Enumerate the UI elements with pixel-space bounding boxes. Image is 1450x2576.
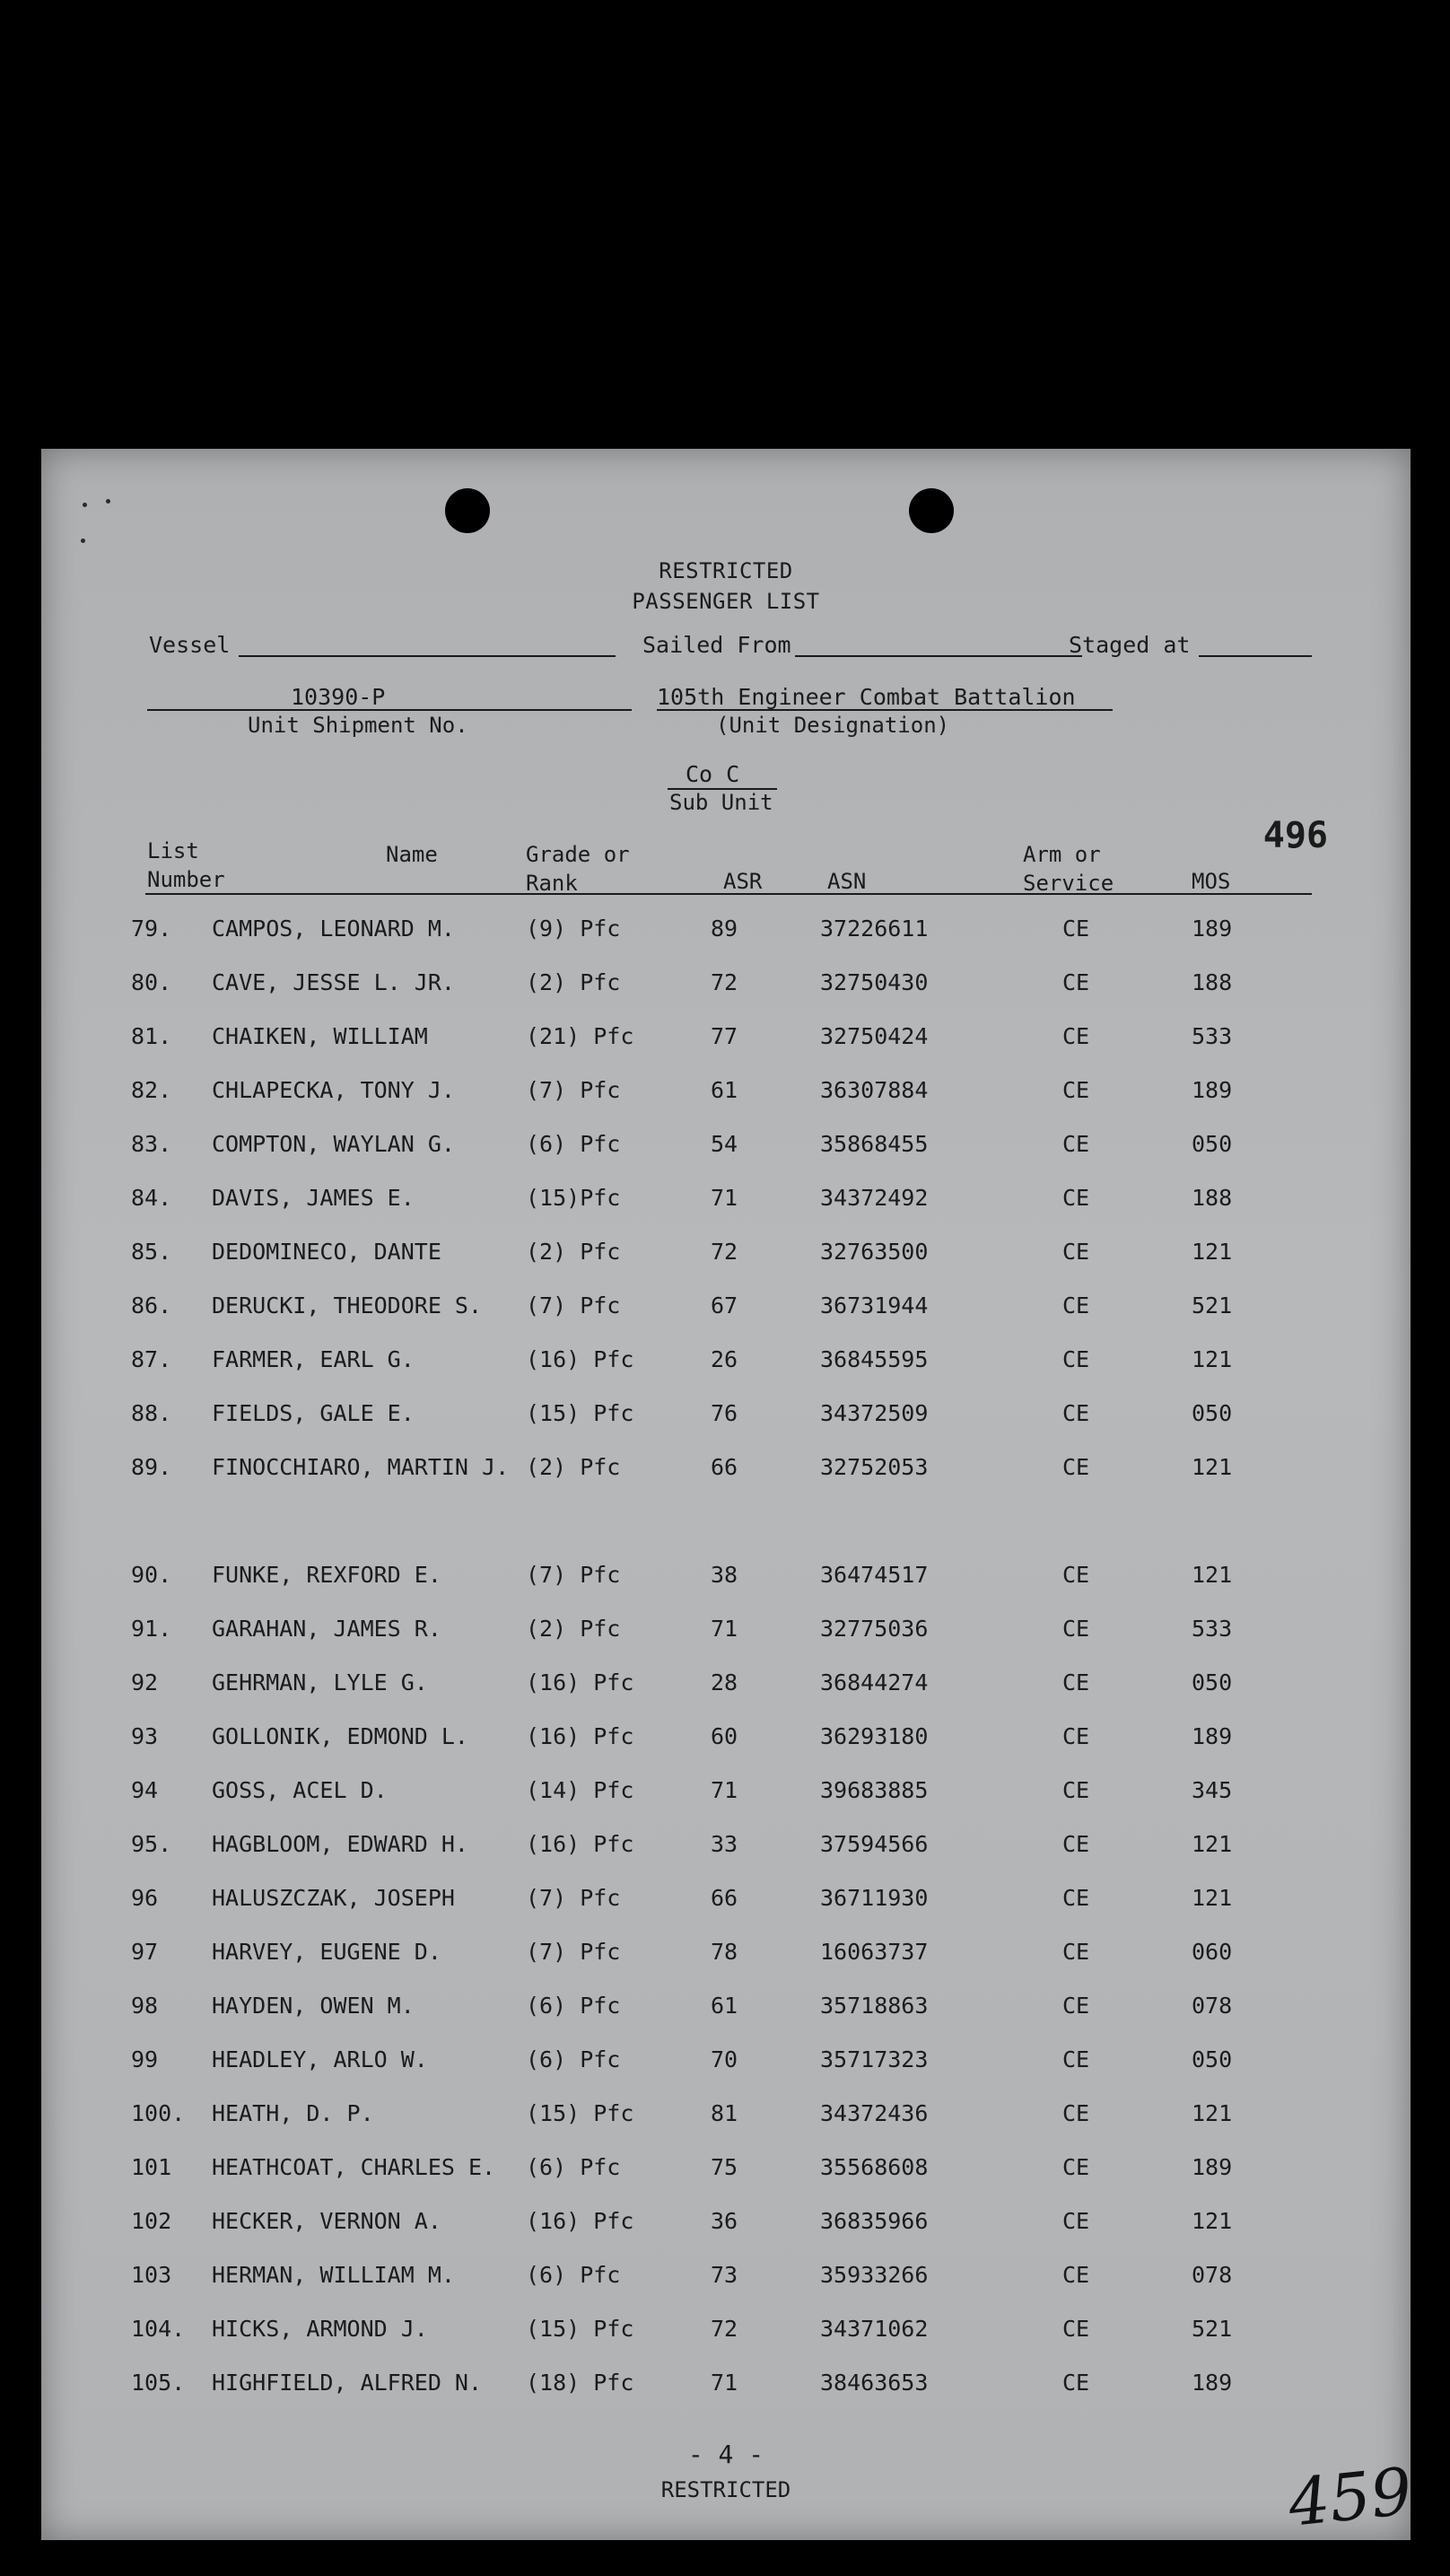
asr-score: 81 [711, 2100, 738, 2126]
paper-speck [81, 539, 85, 543]
table-row [41, 1292, 1411, 1328]
passenger-name: HEATHCOAT, CHARLES E. [212, 2154, 496, 2180]
serial-number: 32763500 [820, 1239, 929, 1265]
table-row [41, 2262, 1411, 2298]
grade-rank: (16) Pfc [526, 2208, 634, 2234]
passenger-name: HAGBLOOM, EDWARD H. [212, 1831, 468, 1857]
passenger-name: DAVIS, JAMES E. [212, 1185, 415, 1211]
passenger-name: FIELDS, GALE E. [212, 1400, 415, 1426]
grade-rank: (15)Pfc [526, 1185, 621, 1211]
passenger-name: HERMAN, WILLIAM M. [212, 2262, 455, 2288]
asr-score: 72 [711, 1239, 738, 1265]
grade-rank: (7) Pfc [526, 1562, 621, 1588]
grade-rank: (7) Pfc [526, 1077, 621, 1103]
col-grade: Grade or Rank [526, 842, 630, 896]
grade-rank: (21) Pfc [526, 1023, 634, 1049]
asr-score: 73 [711, 2262, 738, 2288]
passenger-name: COMPTON, WAYLAN G. [212, 1131, 455, 1157]
arm-service: CE [1062, 1616, 1090, 1642]
passenger-name: DEDOMINECO, DANTE [212, 1239, 441, 1265]
mos-code: 121 [1192, 1562, 1233, 1588]
arm-service: CE [1062, 1777, 1090, 1803]
grade-rank: (16) Pfc [526, 1346, 634, 1372]
serial-number: 35568608 [820, 2154, 929, 2180]
table-row [41, 1939, 1411, 1975]
asr-score: 66 [711, 1885, 738, 1911]
arm-service: CE [1062, 1185, 1090, 1211]
asr-score: 89 [711, 916, 738, 942]
serial-number: 32750424 [820, 1023, 929, 1049]
serial-number: 36835966 [820, 2208, 929, 2234]
passenger-name: FUNKE, REXFORD E. [212, 1562, 441, 1588]
serial-number: 36474517 [820, 1562, 929, 1588]
mos-code: 060 [1192, 1939, 1233, 1965]
arm-service: CE [1062, 1939, 1090, 1965]
serial-number: 36845595 [820, 1346, 929, 1372]
serial-number: 32750430 [820, 969, 929, 995]
table-row [41, 2046, 1411, 2082]
mos-code: 521 [1192, 2316, 1233, 2342]
mos-code: 050 [1192, 1400, 1233, 1426]
serial-number: 37594566 [820, 1831, 929, 1857]
list-number: 87. [131, 1346, 172, 1372]
table-row [41, 1239, 1411, 1275]
sailed-from-label: Sailed From [642, 632, 791, 658]
mos-code: 078 [1192, 2262, 1233, 2288]
mos-code: 189 [1192, 916, 1233, 942]
passenger-name: HEATH, D. P. [212, 2100, 374, 2126]
grade-rank: (2) Pfc [526, 1239, 621, 1265]
passenger-name: CHAIKEN, WILLIAM [212, 1023, 428, 1049]
page-number: 496 [1262, 815, 1328, 856]
unit-shipment-caption: Unit Shipment No. [248, 713, 468, 738]
sailed-from-blank [795, 655, 1082, 657]
unit-designation: 105th Engineer Combat Battalion [657, 684, 1076, 710]
grade-rank: (2) Pfc [526, 1454, 621, 1480]
arm-service: CE [1062, 2370, 1090, 2396]
staged-at-label: Staged at [1069, 632, 1191, 658]
table-row [41, 1669, 1411, 1705]
col-arm: Arm or Service [1023, 842, 1114, 896]
arm-service: CE [1062, 2154, 1090, 2180]
mos-code: 189 [1192, 1077, 1233, 1103]
list-number: 83. [131, 1131, 172, 1157]
arm-service: CE [1062, 969, 1090, 995]
list-number: 105. [131, 2370, 186, 2396]
mos-code: 050 [1192, 1669, 1233, 1695]
serial-number: 37226611 [820, 916, 929, 942]
grade-rank: (14) Pfc [526, 1777, 634, 1803]
mos-code: 121 [1192, 1885, 1233, 1911]
serial-number: 36307884 [820, 1077, 929, 1103]
table-row [41, 1831, 1411, 1867]
arm-service: CE [1062, 1562, 1090, 1588]
asr-score: 54 [711, 1131, 738, 1157]
shipment-rule [147, 709, 632, 711]
list-number: 102 [131, 2208, 172, 2234]
list-number: 89. [131, 1454, 172, 1480]
table-row [41, 2208, 1411, 2244]
serial-number: 32775036 [820, 1616, 929, 1642]
list-number: 99 [131, 2046, 159, 2072]
asr-score: 36 [711, 2208, 738, 2234]
asr-score: 71 [711, 1185, 738, 1211]
arm-service: CE [1062, 1885, 1090, 1911]
asr-score: 76 [711, 1400, 738, 1426]
passenger-name: HARVEY, EUGENE D. [212, 1939, 441, 1965]
list-number: 103 [131, 2262, 172, 2288]
paper-speck [106, 499, 110, 504]
list-number: 98 [131, 1993, 159, 2019]
grade-rank: (15) Pfc [526, 1400, 634, 1426]
list-number: 101 [131, 2154, 172, 2180]
asr-score: 66 [711, 1454, 738, 1480]
list-number: 84. [131, 1185, 172, 1211]
col-mos: MOS [1192, 869, 1231, 894]
serial-number: 35717323 [820, 2046, 929, 2072]
arm-service: CE [1062, 1292, 1090, 1319]
serial-number: 36711930 [820, 1885, 929, 1911]
serial-number: 34372492 [820, 1185, 929, 1211]
list-number: 90. [131, 1562, 172, 1588]
header-rule [145, 893, 1312, 895]
serial-number: 36293180 [820, 1723, 929, 1749]
serial-number: 34372509 [820, 1400, 929, 1426]
table-row [41, 1616, 1411, 1652]
mos-code: 533 [1192, 1616, 1233, 1642]
grade-rank: (15) Pfc [526, 2316, 634, 2342]
asr-score: 71 [711, 2370, 738, 2396]
asr-score: 72 [711, 969, 738, 995]
table-row [41, 1400, 1411, 1436]
mos-code: 533 [1192, 1023, 1233, 1049]
col-list-number: List Number [147, 838, 225, 892]
mos-code: 521 [1192, 1292, 1233, 1319]
footer-page-number: - 4 - [687, 2440, 764, 2469]
staged-at-blank [1199, 655, 1312, 657]
grade-rank: (16) Pfc [526, 1723, 634, 1749]
list-number: 94 [131, 1777, 159, 1803]
list-number: 100. [131, 2100, 186, 2126]
arm-service: CE [1062, 1023, 1090, 1049]
serial-number: 34372436 [820, 2100, 929, 2126]
arm-service: CE [1062, 1831, 1090, 1857]
asr-score: 60 [711, 1723, 738, 1749]
mos-code: 050 [1192, 2046, 1233, 2072]
mos-code: 050 [1192, 1131, 1233, 1157]
passenger-name: CHLAPECKA, TONY J. [212, 1077, 455, 1103]
table-row [41, 1454, 1411, 1490]
table-row [41, 1023, 1411, 1059]
arm-service: CE [1062, 1993, 1090, 2019]
grade-rank: (16) Pfc [526, 1669, 634, 1695]
grade-rank: (7) Pfc [526, 1885, 621, 1911]
serial-number: 36844274 [820, 1669, 929, 1695]
serial-number: 35933266 [820, 2262, 929, 2288]
mos-code: 189 [1192, 2370, 1233, 2396]
passenger-name: GOLLONIK, EDMOND L. [212, 1723, 468, 1749]
grade-rank: (6) Pfc [526, 2154, 621, 2180]
asr-score: 72 [711, 2316, 738, 2342]
arm-service: CE [1062, 1723, 1090, 1749]
table-row [41, 1131, 1411, 1167]
passenger-name: DERUCKI, THEODORE S. [212, 1292, 483, 1319]
passenger-name: HALUSZCZAK, JOSEPH [212, 1885, 455, 1911]
asr-score: 38 [711, 1562, 738, 1588]
table-row [41, 1885, 1411, 1921]
mos-code: 189 [1192, 2154, 1233, 2180]
mos-code: 121 [1192, 1346, 1233, 1372]
handwritten-number: 459 [1284, 2453, 1416, 2541]
asr-score: 26 [711, 1346, 738, 1372]
asr-score: 71 [711, 1616, 738, 1642]
grade-rank: (9) Pfc [526, 916, 621, 942]
punch-hole [909, 488, 954, 533]
list-number: 92 [131, 1669, 159, 1695]
arm-service: CE [1062, 1239, 1090, 1265]
list-number: 93 [131, 1723, 159, 1749]
grade-rank: (6) Pfc [526, 1993, 621, 2019]
table-row [41, 1077, 1411, 1113]
sub-unit: Co C [686, 761, 740, 787]
mos-code: 121 [1192, 1831, 1233, 1857]
serial-number: 38463653 [820, 2370, 929, 2396]
table-row [41, 1346, 1411, 1382]
passenger-name: HIGHFIELD, ALFRED N. [212, 2370, 483, 2396]
table-row [41, 916, 1411, 951]
grade-rank: (18) Pfc [526, 2370, 634, 2396]
grade-rank: (16) Pfc [526, 1831, 634, 1857]
list-number: 97 [131, 1939, 159, 1965]
passenger-name: HECKER, VERNON A. [212, 2208, 441, 2234]
list-number: 80. [131, 969, 172, 995]
col-asn: ASN [827, 869, 867, 894]
grade-rank: (7) Pfc [526, 1292, 621, 1319]
mos-code: 121 [1192, 1454, 1233, 1480]
serial-number: 32752053 [820, 1454, 929, 1480]
serial-number: 39683885 [820, 1777, 929, 1803]
list-number: 91. [131, 1616, 172, 1642]
list-number: 86. [131, 1292, 172, 1319]
arm-service: CE [1062, 1131, 1090, 1157]
grade-rank: (7) Pfc [526, 1939, 621, 1965]
table-row [41, 1993, 1411, 2028]
passenger-name: FARMER, EARL G. [212, 1346, 415, 1372]
list-number: 96 [131, 1885, 159, 1911]
grade-rank: (6) Pfc [526, 2046, 621, 2072]
grade-rank: (2) Pfc [526, 1616, 621, 1642]
table-row [41, 1723, 1411, 1759]
asr-score: 77 [711, 1023, 738, 1049]
mos-code: 188 [1192, 969, 1233, 995]
asr-score: 70 [711, 2046, 738, 2072]
passenger-name: CAVE, JESSE L. JR. [212, 969, 455, 995]
list-number: 85. [131, 1239, 172, 1265]
unit-designation-caption: (Unit Designation) [716, 713, 950, 738]
vessel-label: Vessel [149, 632, 231, 658]
asr-score: 33 [711, 1831, 738, 1857]
grade-rank: (6) Pfc [526, 2262, 621, 2288]
document-page [41, 449, 1416, 2541]
arm-service: CE [1062, 1077, 1090, 1103]
list-number: 81. [131, 1023, 172, 1049]
arm-service: CE [1062, 1669, 1090, 1695]
mos-code: 121 [1192, 1239, 1233, 1265]
asr-score: 78 [711, 1939, 738, 1965]
table-row [41, 2316, 1411, 2352]
mos-code: 189 [1192, 1723, 1233, 1749]
arm-service: CE [1062, 2100, 1090, 2126]
table-row [41, 969, 1411, 1005]
table-row [41, 2100, 1411, 2136]
table-row [41, 1185, 1411, 1221]
unit-shipment-number: 10390-P [291, 684, 386, 710]
passenger-name: CAMPOS, LEONARD M. [212, 916, 455, 942]
unit-designation-rule [657, 709, 1113, 711]
passenger-name: FINOCCHIARO, MARTIN J. [212, 1454, 510, 1480]
list-number: 79. [131, 916, 172, 942]
serial-number: 35718863 [820, 1993, 929, 2019]
passenger-name: HEADLEY, ARLO W. [212, 2046, 428, 2072]
document-title: PASSENGER LIST [632, 589, 820, 614]
mos-code: 078 [1192, 1993, 1233, 2019]
passenger-name: GEHRMAN, LYLE G. [212, 1669, 428, 1695]
serial-number: 35868455 [820, 1131, 929, 1157]
mos-code: 345 [1192, 1777, 1233, 1803]
passenger-name: GARAHAN, JAMES R. [212, 1616, 441, 1642]
list-number: 104. [131, 2316, 186, 2342]
passenger-name: GOSS, ACEL D. [212, 1777, 388, 1803]
list-number: 82. [131, 1077, 172, 1103]
asr-score: 67 [711, 1292, 738, 1319]
serial-number: 36731944 [820, 1292, 929, 1319]
col-name: Name [386, 842, 438, 867]
mos-code: 188 [1192, 1185, 1233, 1211]
passenger-name: HAYDEN, OWEN M. [212, 1993, 415, 2019]
mos-code: 121 [1192, 2208, 1233, 2234]
col-asr: ASR [723, 869, 763, 894]
paper-speck [83, 503, 87, 507]
asr-score: 71 [711, 1777, 738, 1803]
list-number: 88. [131, 1400, 172, 1426]
serial-number: 34371062 [820, 2316, 929, 2342]
punch-hole [445, 488, 490, 533]
arm-service: CE [1062, 2262, 1090, 2288]
table-row [41, 2370, 1411, 2405]
asr-score: 75 [711, 2154, 738, 2180]
classification-top: RESTRICTED [659, 558, 793, 583]
vessel-blank [239, 655, 616, 657]
grade-rank: (6) Pfc [526, 1131, 621, 1157]
arm-service: CE [1062, 1454, 1090, 1480]
sub-unit-caption: Sub Unit [669, 790, 773, 815]
grade-rank: (15) Pfc [526, 2100, 634, 2126]
table-row [41, 1562, 1411, 1598]
arm-service: CE [1062, 2316, 1090, 2342]
list-number: 95. [131, 1831, 172, 1857]
arm-service: CE [1062, 2208, 1090, 2234]
mos-code: 121 [1192, 2100, 1233, 2126]
asr-score: 61 [711, 1993, 738, 2019]
arm-service: CE [1062, 916, 1090, 942]
arm-service: CE [1062, 2046, 1090, 2072]
arm-service: CE [1062, 1400, 1090, 1426]
serial-number: 16063737 [820, 1939, 929, 1965]
grade-rank: (2) Pfc [526, 969, 621, 995]
passenger-name: HICKS, ARMOND J. [212, 2316, 428, 2342]
table-row [41, 2154, 1411, 2190]
classification-bottom: RESTRICTED [660, 2477, 791, 2502]
asr-score: 28 [711, 1669, 738, 1695]
asr-score: 61 [711, 1077, 738, 1103]
table-row [41, 1777, 1411, 1813]
arm-service: CE [1062, 1346, 1090, 1372]
